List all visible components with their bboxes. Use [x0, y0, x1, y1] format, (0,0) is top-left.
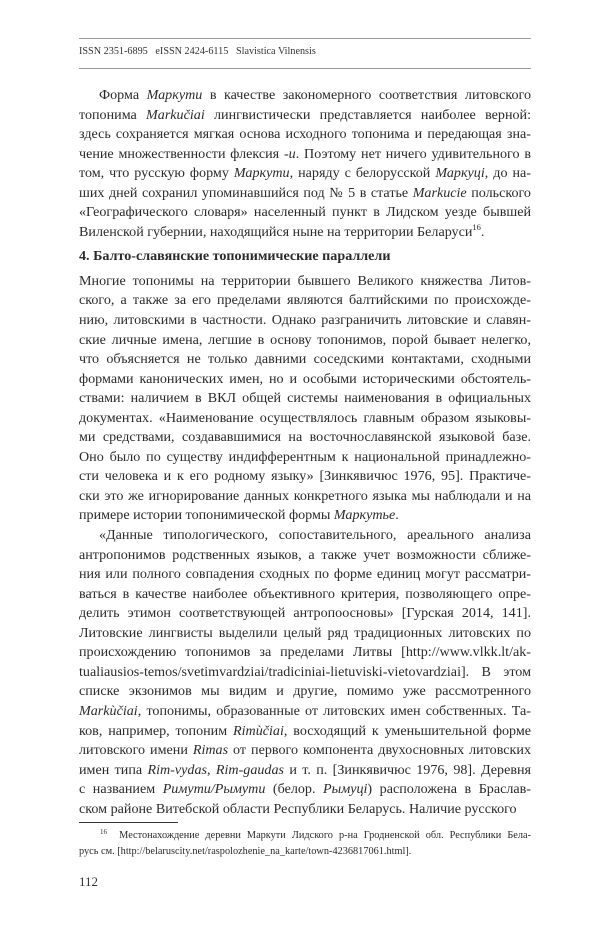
footnote	[79, 828, 531, 860]
italic-term: -и	[283, 145, 296, 162]
text-run[interactable]: Форма	[99, 87, 147, 103]
italic-term: Markùčiai	[79, 702, 138, 719]
text-line	[79, 184, 531, 204]
text-run[interactable]: ших дней сохранил упоминавшийся под № 5 в статье	[79, 184, 413, 201]
text-run[interactable]: «Географического словаря» населенный пункт в Лидском уезде бывшей	[79, 204, 531, 221]
italic-term: Rim-gaudas	[215, 761, 284, 778]
text-run[interactable]: Многие топонимы на территории бывшего Великого княжества Литов-	[79, 272, 531, 289]
text-run[interactable]: лингвистически представляется наиболее верной:	[204, 106, 531, 123]
text-line	[79, 800, 531, 820]
text-line	[79, 86, 531, 106]
text-run[interactable]: . Поэтому нет ничего удивительного в	[295, 145, 531, 162]
text-run[interactable]: формами канонических имен, но и особыми историческими обстоятель-	[79, 370, 531, 387]
text-run[interactable]: .	[395, 507, 399, 524]
text-run[interactable]: что объясняется не только давними соседскими контактами, сходными	[79, 351, 531, 368]
text-line	[79, 761, 531, 781]
text-run[interactable]: с названием	[79, 781, 163, 798]
italic-term: Маркуці	[435, 165, 485, 182]
italic-term: Римути/Рымути	[162, 781, 266, 798]
text-line	[79, 467, 531, 487]
text-line	[79, 291, 531, 311]
paragraph	[79, 86, 531, 242]
text-run[interactable]: в качестве закономерного соответствия литовского	[202, 87, 531, 103]
text-run[interactable]: «Данные типологического, сопоставительного, ареального анализа	[99, 527, 531, 544]
text-run[interactable]: топонима	[79, 106, 147, 123]
italic-term: Rim-vydas	[147, 761, 207, 778]
footnote-line: русь см. [http://belaruscity.net/raspolozhenie_na_karte/town-4236817061.html].	[79, 846, 412, 857]
italic-term: Маркути	[233, 165, 290, 182]
text-line	[79, 223, 531, 243]
text-run[interactable]: Литовские лингвисты выделили целый ряд традиционных литовских по	[79, 624, 531, 641]
text-run[interactable]: Виленской губернии, находящийся ныне на территории Беларуси	[79, 223, 473, 240]
section-heading: 4. Балто-славянские топонимические параллели	[79, 248, 391, 265]
paragraph	[79, 526, 531, 819]
header-rule-top	[79, 38, 531, 39]
text-line	[79, 409, 531, 429]
text-line	[79, 487, 531, 507]
text-line	[79, 526, 531, 546]
text-line	[79, 663, 531, 683]
text-run[interactable]: ские личные имена, легшие в основу топонимов, порой бывает нелегко,	[79, 331, 531, 348]
italic-term: Rimùčiai	[233, 722, 284, 739]
text-line	[79, 164, 531, 184]
text-run[interactable]: происхождению топонимов за пределами Литвы [http://www.vlkk.lt/ak-	[79, 644, 531, 661]
text-run[interactable]: от первого компонента двухосновных литовских	[228, 742, 531, 759]
text-run[interactable]: ствами: наличием в ВКЛ общей системы наименования в официальных	[79, 390, 531, 407]
text-line	[79, 643, 531, 663]
text-line	[79, 370, 531, 390]
header-rule-bottom	[79, 68, 531, 69]
text-run[interactable]: ) расположена в Браслав-	[367, 781, 531, 798]
text-line	[79, 741, 531, 761]
text-run[interactable]: , топонимы, образованные от литовских имен собственных. Та-	[137, 702, 531, 719]
text-run[interactable]: ми средствами, создававшимися на восточнославянской языковой базе.	[79, 429, 531, 446]
text-run[interactable]: списке экзонимов мы видим и другие, помимо уже рассмотренного	[79, 683, 531, 700]
text-run[interactable]: ,	[206, 761, 216, 778]
italic-term: Рымуці	[323, 781, 368, 798]
text-run[interactable]: ского, а также за его пределами являются балтийскими по происхожде-	[79, 292, 531, 309]
text-line	[79, 125, 531, 145]
text-line	[79, 331, 531, 351]
article-body	[79, 86, 531, 819]
footnote-ref[interactable]: 16	[472, 221, 481, 232]
text-line	[79, 428, 531, 448]
text-line	[79, 565, 531, 585]
paragraph	[79, 272, 531, 526]
text-line	[79, 448, 531, 468]
text-run[interactable]: , до на-	[484, 165, 531, 182]
text-line	[79, 506, 531, 526]
text-line	[79, 546, 531, 566]
text-line	[79, 311, 531, 331]
text-line	[79, 389, 531, 409]
text-run[interactable]: документах. «Наименование осуществлялось главным образом языковы-	[79, 409, 531, 426]
italic-term: Markučiai	[146, 106, 205, 123]
italic-term: Markucie	[412, 184, 467, 201]
text-run[interactable]: ния или полного совпадения сходных по форме единиц могут рассматри-	[79, 566, 531, 583]
text-run[interactable]: ском районе Витебской области Республики Беларусь. Наличие русского	[79, 800, 517, 817]
text-run[interactable]: том, что русскую форму	[79, 165, 234, 182]
text-line	[79, 350, 531, 370]
text-line	[79, 106, 531, 126]
text-line	[79, 604, 531, 624]
page-number: 112	[79, 874, 99, 889]
footnote-number: 16	[100, 828, 107, 836]
text-run[interactable]: .	[480, 223, 485, 240]
footnote-line	[79, 828, 531, 844]
text-line	[79, 702, 531, 722]
text-line	[79, 272, 531, 292]
text-run[interactable]: примере истории топонимической формы	[79, 507, 334, 524]
text-run[interactable]: (белор.	[265, 781, 324, 798]
text-run[interactable]: чение множественности флексия	[79, 145, 284, 162]
footnote-text: Местонахождение деревни Маркути Лидского р-на Гродненской обл. Республики Бела-	[119, 830, 531, 841]
text-run[interactable]: делить этимон соответствующей антропоосновы» [Гурская 2014, 141].	[79, 605, 531, 622]
text-line	[79, 203, 531, 223]
text-run[interactable]: tualiausios-temos/svetimvardziai/tradiciniai-lietuviski-vietovardziai]. В этом	[79, 663, 531, 680]
text-run[interactable]: ков, например, топоним	[79, 722, 233, 739]
text-run[interactable]: нию, литовскими в частности. Однако разграничить литовские и славян-	[79, 312, 531, 329]
text-run[interactable]: имен типа	[79, 761, 148, 778]
text-run[interactable]: и т. п. [Зинкявичюс 1976, 98]. Деревня	[284, 761, 532, 778]
text-run[interactable]: ски это же игнорирование данных конкретного языка мы наблюдали и на	[79, 487, 531, 504]
text-run[interactable]: , восходящий к уменьшительной форме	[283, 722, 532, 739]
text-run[interactable]: Оно было по существу индифферентным к национальной принадлежно-	[79, 448, 531, 465]
text-run[interactable]: здесь сохраняется мягкая основа исходного топонима и передающая зна-	[79, 126, 531, 143]
text-line	[79, 780, 531, 800]
text-line	[79, 682, 531, 702]
text-line	[79, 624, 531, 644]
text-run[interactable]: литовского имени	[79, 742, 193, 759]
running-head: ISSN 2351-6895 eISSN 2424-6115 Slavistica Vilnensis	[79, 46, 316, 57]
text-line	[79, 585, 531, 605]
italic-term: Маркути	[146, 87, 203, 103]
footnote-separator	[79, 822, 178, 823]
text-run[interactable]: сти человека и к его родному языку» [Зинкявичюс 1976, 95]. Практиче-	[79, 468, 531, 485]
text-run[interactable]: ваться в качестве наиболее объективного критерия, позволяющего опре-	[79, 585, 531, 602]
italic-term: Rimas	[192, 742, 229, 759]
text-run[interactable]: антропонимов родственных языков, а также учет возможности сближе-	[79, 546, 531, 563]
text-run[interactable]: польского	[466, 184, 531, 201]
text-line	[79, 722, 531, 742]
text-run[interactable]: , наряду с белорусской	[289, 165, 436, 182]
text-line	[79, 145, 531, 165]
italic-term: Маркутье	[333, 507, 396, 524]
